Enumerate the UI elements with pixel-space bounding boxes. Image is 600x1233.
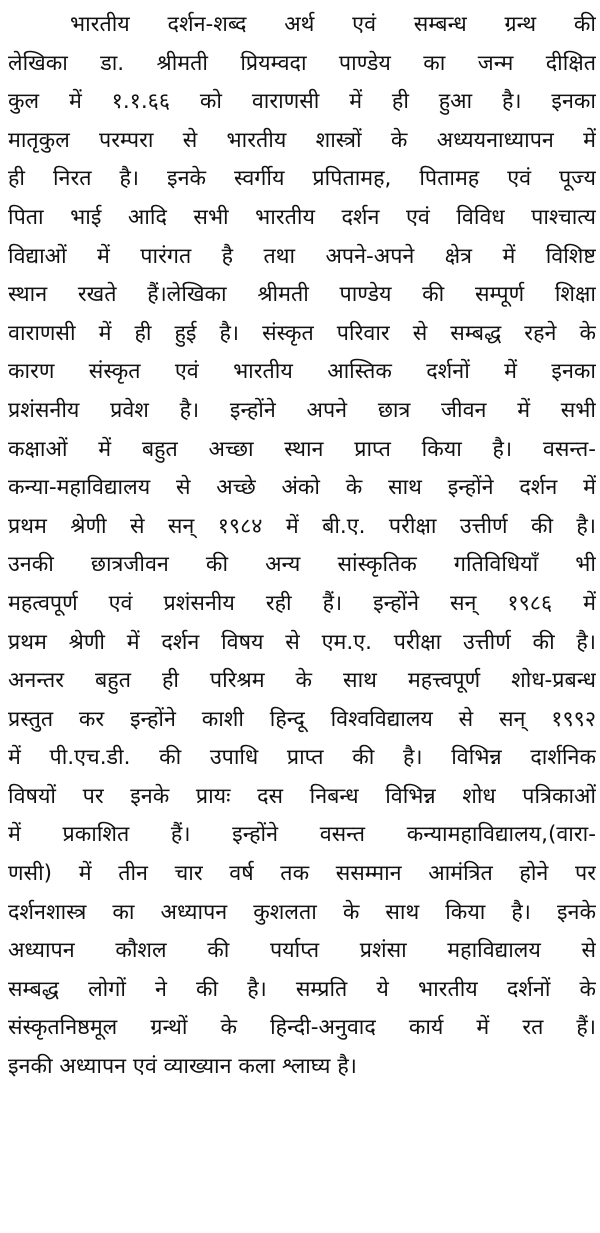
text-line: कक्षाओं में बहुत अच्छा स्थान प्राप्त किया है। वसन्त- xyxy=(8,436,596,462)
text-line: कारण संस्कृत एवं भारतीय आस्तिक दर्शनों में इनका xyxy=(8,359,596,385)
text-line: प्रस्तुत कर इन्होंने काशी हिन्दू विश्वविद्यालय से सन् १९९२ xyxy=(8,706,596,732)
text-line: प्रथम श्रेणी में दर्शन विषय से एम.ए. परीक्षा उत्तीर्ण की है। xyxy=(8,629,596,655)
text-line: अनन्तर बहुत ही परिश्रम के साथ महत्त्वपूर्ण शोध-प्रबन्ध xyxy=(8,668,596,694)
text-line: अध्यापन कौशल की पर्याप्त प्रशंसा महाविद्यालय से xyxy=(8,938,596,964)
text-line: मातृकुल परम्परा से भारतीय शास्त्रों के अध्ययनाध्यापन में xyxy=(8,127,596,153)
text-line: में पी.एच.डी. की उपाधि प्राप्त की है। विभिन्न दार्शनिक xyxy=(8,745,596,771)
text-line: विषयों पर इनके प्रायः दस निबन्ध विभिन्न शोध पत्रिकाओं xyxy=(8,783,596,809)
text-line: महत्वपूर्ण एवं प्रशंसनीय रही हैं। इन्होंने सन् १९८६ में xyxy=(8,590,596,616)
text-line: प्रशंसनीय प्रवेश है। इन्होंने अपने छात्र जीवन में सभी xyxy=(8,397,596,423)
text-line: में प्रकाशित हैं। इन्होंने वसन्त कन्यामहाविद्यालय,(वारा- xyxy=(8,822,596,848)
text-line: कन्या-महाविद्यालय से अच्छे अंको के साथ इन्होंने दर्शन में xyxy=(8,475,596,501)
text-line: वाराणसी में ही हुई है। संस्कृत परिवार से सम्बद्ध रहने के xyxy=(8,320,596,346)
text-line: उनकी छात्रजीवन की अन्य सांस्कृतिक गतिविधियाँ भी xyxy=(8,552,596,578)
text-line: संस्कृतनिष्ठमूल ग्रन्थों के हिन्दी-अनुवाद कार्य में रत हैं। xyxy=(8,1015,596,1041)
text-line: कुल में १.१.६६ को वाराणसी में ही हुआ है। इनका xyxy=(8,89,596,115)
text-line: दर्शनशास्त्र का अध्यापन कुशलता के साथ किया है। इनके xyxy=(8,899,596,925)
text-line: पिता भाई आदि सभी भारतीय दर्शन एवं विविध पाश्चात्य xyxy=(8,204,596,230)
text-line: णसी) में तीन चार वर्ष तक ससम्मान आमंत्रित होने पर xyxy=(8,861,596,887)
text-line: स्थान रखते हैं।लेखिका श्रीमती पाण्डेय की सम्पूर्ण शिक्षा xyxy=(8,282,596,308)
text-line: ही निरत है। इनके स्वर्गीय प्रपितामह, पितामह एवं पूज्य xyxy=(8,166,596,192)
text-line: लेखिका डा. श्रीमती प्रियम्वदा पाण्डेय का जन्म दीक्षित xyxy=(8,50,596,76)
text-line: इनकी अध्यापन एवं व्याख्यान कला श्लाघ्य है। xyxy=(8,1054,357,1080)
text-line: प्रथम श्रेणी से सन् १९८४ में बी.ए. परीक्षा उत्तीर्ण की है। xyxy=(8,513,596,539)
text-line: विद्याओं में पारंगत है तथा अपने-अपने क्षेत्र में विशिष्ट xyxy=(8,243,596,269)
text-line: सम्बद्ध लोगों ने की है। सम्प्रति ये भारतीय दर्शनों के xyxy=(8,976,596,1002)
text-line: भारतीय दर्शन-शब्द अर्थ एवं सम्बन्ध ग्रन्थ की xyxy=(70,12,596,37)
